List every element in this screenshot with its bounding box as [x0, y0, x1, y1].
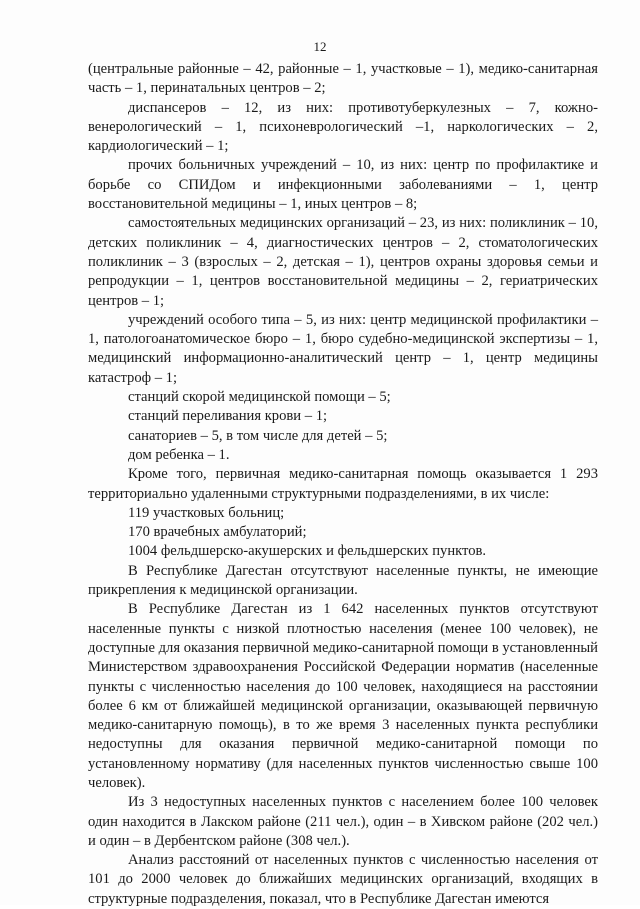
list-item-district-hospitals: 119 участковых больниц;: [128, 504, 285, 521]
list-item-ambulatories: 170 врачебных амбулаторий;: [128, 524, 307, 541]
paragraph-independent-organizations: самостоятельных медицинских организаций – 23, из них: поликлиник – 10, детских поликлиник – 4, диагностических центров – 2, стоматологических поликлиник – 3 (взрослых – 2, детская – 1), центров охраны здоровья семьи и репродукции – 1, центров восстановительной медицины – 2, гериатрических центров – 1;: [88, 215, 598, 309]
paragraph-distance-analysis: Анализ расстояний от населенных пунктов с численностью населения от 101 до 2000 человек до ближайших медицинских организаций, входящих в структурные подразделения, показал, что в Республике Дагестан имеются: [88, 852, 598, 907]
paragraph-hospitals-continued: (центральные районные – 42, районные – 1, участковые – 1), медико-санитарная часть – 1, перинатальных центров – 2;: [88, 61, 598, 97]
paragraph-inaccessible-settlements: Из 3 недоступных населенных пунктов с населением более 100 человек один находится в Лакском районе (211 чел.), один – в Хивском районе (202 чел.) и один – в Дербентском районе (308 чел.).: [88, 794, 598, 849]
paragraph-special-institutions: учреждений особого типа – 5, из них: центр медицинской профилактики – 1, патологоанатомическое бюро – 1, бюро судебно-медицинской экспертизы – 1, медицинский информационно-аналитический центр – 1, центр медицины катастроф – 1;: [88, 311, 598, 386]
paragraph-other-hospitals: прочих больничных учреждений – 10, из них: центр по профилактике и борьбе со СПИДом и инфекционными заболеваниями – 1, центр восстановительной медицины – 1, иных центров – 8;: [88, 157, 598, 213]
list-item-feldsher-points: 1004 фельдшерско-акушерских и фельдшерских пунктов.: [128, 543, 487, 560]
list-item-childrens-home: дом ребенка – 1.: [128, 446, 230, 463]
list-item-ambulance-stations: станций скорой медицинской помощи – 5;: [128, 389, 391, 406]
paragraph-dispensaries: диспансеров – 12, из них: противотуберкулезных – 7, кожно-венерологический – 1, психоневрологический –1, наркологических – 2, кардиологический – 1;: [88, 99, 598, 155]
body-text: [88, 60, 598, 909]
paragraph-settlement-accessibility: В Республике Дагестан из 1 642 населенных пунктов отсутствуют населенные пункты с низкой плотностью населения (менее 100 человек), не доступные для оказания первичной медико-санитарной помощи в установленный Министерством здравоохранения Российской Федерации норматив (населенные пункты с численностью населения до 100 человек, находящиеся на расстоянии более 6 км от ближайшей медицинской организации, оказывающей первичную медико-санитарную помощь), в то же время 3 населенных пункта республики недоступны для оказания первичной медико-санитарной помощи по установленному нормативу (для населенных пунктов численностью свыше 100 человек).: [88, 601, 598, 791]
page-number: 12: [313, 39, 327, 54]
paragraph-remote-units: Кроме того, первичная медико-санитарная помощь оказывается 1 293 территориально удаленными структурными подразделениями, в их числе:: [88, 466, 598, 502]
paragraph-no-unattached: В Республике Дагестан отсутствуют населенные пункты, не имеющие прикрепления к медицинской организации.: [88, 562, 598, 599]
list-item-sanatoriums: санаториев – 5, в том числе для детей – 5;: [128, 427, 388, 444]
list-item-blood-stations: станций переливания крови – 1;: [128, 408, 328, 425]
